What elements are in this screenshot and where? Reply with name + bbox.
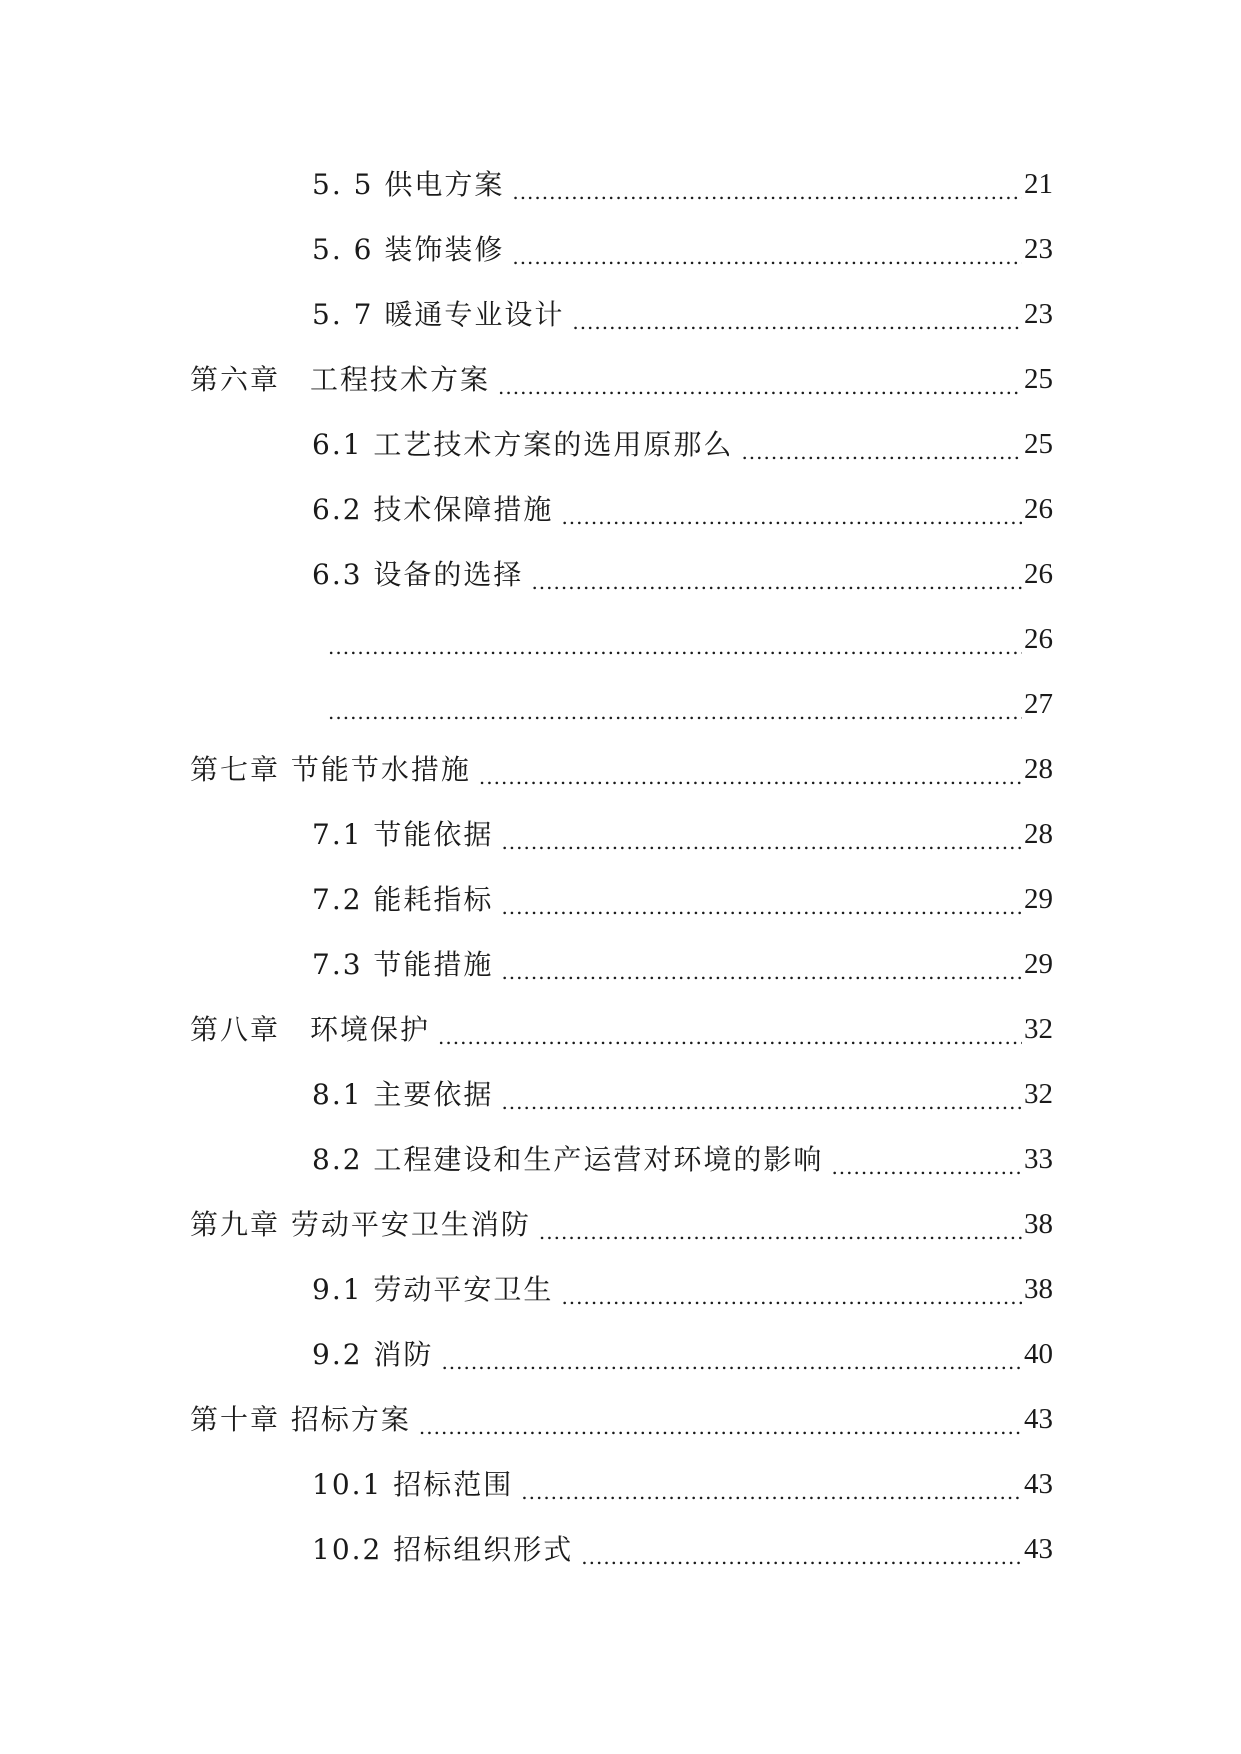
toc-entry-page-number: 29 [1024,883,1053,915]
toc-entry-page-number: 33 [1024,1143,1053,1175]
toc-entry-title: 8.2 工程建设和生产运营对环境的影响 [312,1142,824,1176]
toc-entry[interactable] [0,672,1241,737]
toc-entry-title: 9.1 劳动平安卫生 [312,1272,554,1306]
toc-leader-dots [438,1027,1022,1062]
toc-entry-title: 6.1 工艺技术方案的选用原那么 [312,427,734,461]
toc-chapter-title: 第十章 招标方案 [190,1402,411,1436]
toc-leader-dots [501,897,1022,932]
toc-entry-page-number: 28 [1024,818,1053,850]
toc-chapter-title: 第九章 劳动平安卫生消防 [190,1207,531,1241]
toc-entry-page-number: 43 [1024,1403,1053,1435]
toc-entry-title: 6.3 设备的选择 [312,557,524,591]
toc-entry[interactable] [0,1322,1241,1387]
toc-entry[interactable] [0,867,1241,932]
toc-entry[interactable] [0,477,1241,542]
toc-entry-title: 7.2 能耗指标 [312,882,494,916]
toc-entry-page-number: 43 [1024,1533,1053,1565]
toc-leader-dots [501,962,1022,997]
toc-entry[interactable] [0,607,1241,672]
toc-leader-dots [572,312,1022,347]
toc-leader-dots [741,442,1022,477]
toc-leader-dots [512,247,1022,282]
toc-chapter-entry[interactable] [0,1192,1241,1257]
toc-entry[interactable] [0,1517,1241,1582]
toc-entry-page-number: 26 [1024,623,1053,655]
toc-entry-title: 7.1 节能依据 [312,817,494,851]
toc-entry[interactable] [0,1127,1241,1192]
toc-chapter-entry[interactable] [0,737,1241,802]
toc-entry-page-number: 40 [1024,1338,1053,1370]
toc-entry-page-number: 26 [1024,493,1053,525]
toc-entry[interactable] [0,542,1241,607]
toc-entry[interactable] [0,1062,1241,1127]
toc-entry-page-number: 38 [1024,1273,1053,1305]
toc-entry-page-number: 26 [1024,558,1053,590]
toc-chapter-entry[interactable] [0,997,1241,1062]
toc-entry-page-number: 25 [1024,428,1053,460]
toc-leader-dots [501,1092,1022,1127]
toc-chapter-title: 第六章 工程技术方案 [190,362,491,396]
toc-leader-dots [539,1222,1022,1257]
toc-chapter-entry[interactable] [0,1387,1241,1452]
toc-entry-page-number: 32 [1024,1078,1053,1110]
toc-entry-page-number: 27 [1024,688,1053,720]
toc-entry-title: 10.2 招标组织形式 [312,1532,574,1566]
toc-leader-dots [441,1352,1022,1387]
toc-chapter-title: 第七章 节能节水措施 [190,752,471,786]
toc-entry[interactable] [0,802,1241,867]
toc-entry-title: 5. 5 供电方案 [312,167,505,201]
toc-entry[interactable] [0,217,1241,282]
toc-leader-dots [501,832,1022,867]
toc-entry[interactable] [0,1452,1241,1517]
toc-leader-dots [561,1287,1022,1322]
toc-entry-page-number: 25 [1024,363,1053,395]
toc-leader-dots [328,637,1022,672]
toc-entry-page-number: 21 [1024,168,1053,200]
toc-leader-dots [581,1547,1022,1582]
toc-entry-page-number: 32 [1024,1013,1053,1045]
toc-leader-dots [521,1482,1022,1517]
toc-entry[interactable] [0,1257,1241,1322]
toc-entry-title: 8.1 主要依据 [312,1077,494,1111]
toc-entry-title: 9.2 消防 [312,1337,434,1371]
toc-entry-title: 5. 6 装饰装修 [312,232,505,266]
toc-chapter-entry[interactable] [0,347,1241,412]
toc-leader-dots [479,767,1022,802]
toc-entry-page-number: 43 [1024,1468,1053,1500]
toc-entry-page-number: 23 [1024,233,1053,265]
toc-leader-dots [531,572,1022,607]
toc-entry[interactable] [0,282,1241,347]
toc-entry-title: 5. 7 暖通专业设计 [312,297,565,331]
toc-leader-dots [328,702,1022,737]
toc-entry[interactable] [0,412,1241,477]
toc-entry-page-number: 38 [1024,1208,1053,1240]
toc-leader-dots [498,377,1022,412]
toc-entry-page-number: 23 [1024,298,1053,330]
toc-entry-page-number: 28 [1024,753,1053,785]
toc-entry-title: 6.2 技术保障措施 [312,492,554,526]
toc-leader-dots [561,507,1022,542]
toc-leader-dots [512,182,1022,217]
toc-entry-title: 7.3 节能措施 [312,947,494,981]
toc-chapter-title: 第八章 环境保护 [190,1012,431,1046]
table-of-contents [0,152,1241,1582]
toc-entry[interactable] [0,152,1241,217]
toc-entry-title: 10.1 招标范围 [312,1467,514,1501]
toc-entry-page-number: 29 [1024,948,1053,980]
toc-leader-dots [831,1157,1022,1192]
toc-entry[interactable] [0,932,1241,997]
toc-leader-dots [419,1417,1022,1452]
